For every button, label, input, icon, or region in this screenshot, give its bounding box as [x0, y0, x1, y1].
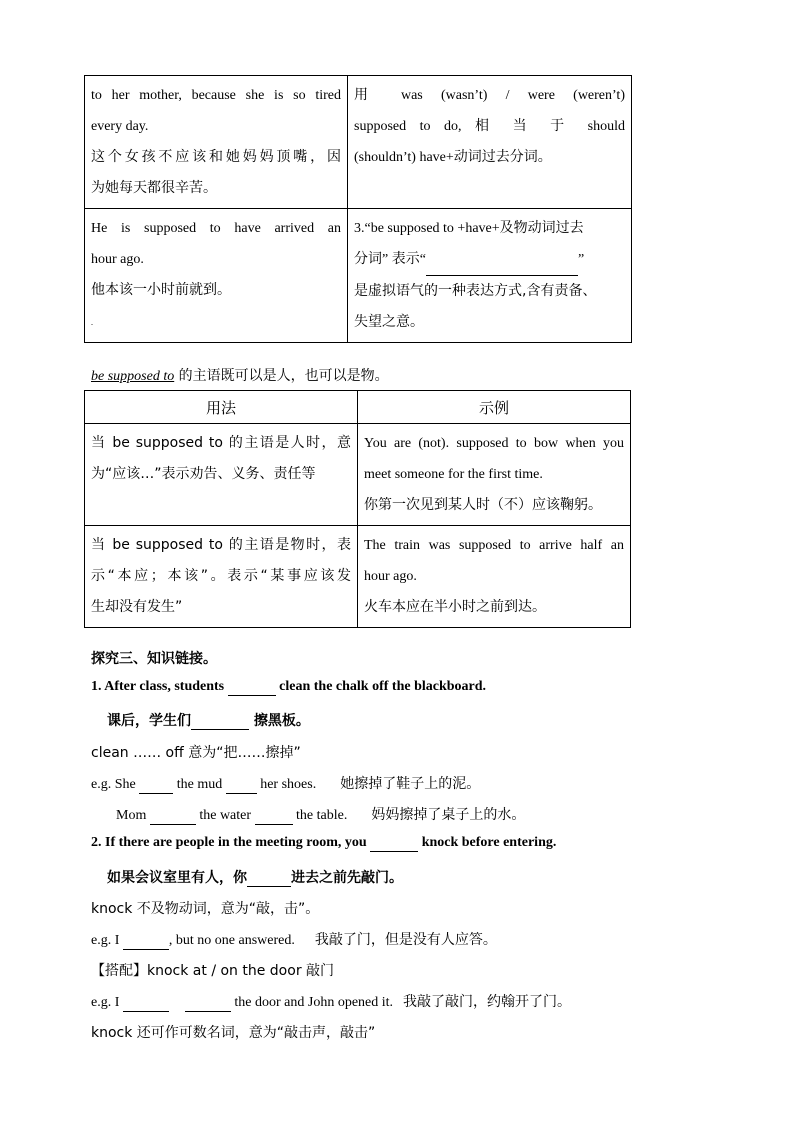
section-title: 探究三、知识链接。: [91, 651, 217, 667]
example-cn-line: 这个女孩不应该和她妈妈顶嘴，因: [91, 149, 341, 165]
question-text: knock before entering.: [418, 835, 557, 850]
example-en-line: You are (not). supposed to bow when you: [364, 436, 624, 451]
example-text: her shoes.: [256, 777, 317, 792]
question-text: 2. If there are people in the meeting room, you: [91, 835, 371, 850]
example-text: the door and John opened it.: [230, 995, 394, 1010]
fill-blank[interactable]: [185, 995, 231, 1012]
example-cn-line: 你第一次见到某人时（不）应该鞠躬。: [364, 497, 602, 513]
fill-blank[interactable]: [426, 244, 578, 276]
example-3: [91, 929, 497, 950]
question-2-translation: [107, 867, 403, 887]
table-cell: [85, 424, 358, 526]
table-cell: [358, 526, 631, 628]
question-2: [91, 835, 556, 852]
table-row: [85, 209, 632, 343]
usage-line: 用 was (wasn’t) / were (weren’t): [354, 88, 625, 103]
example-cn-line: 为她每天都很辛苦。: [91, 180, 217, 196]
example-2: [116, 804, 525, 825]
fill-blank[interactable]: [226, 777, 257, 794]
usage-cn-line: 失望之意。: [354, 314, 424, 330]
underlined-phrase: be supposed to: [91, 369, 175, 384]
example-text: e.g. She: [91, 777, 140, 792]
usage-line: 分词” 表示“: [354, 252, 426, 267]
table-cell: [85, 526, 358, 628]
example-cn-text: 我敲了门，但是没有人应答。: [314, 932, 497, 948]
usage-line: ”: [577, 252, 585, 267]
example-en-line: The train was supposed to arrive half an: [364, 538, 624, 553]
example-text: Mom: [116, 808, 150, 823]
column-header: 示例: [358, 391, 631, 424]
grammar-table-2: [84, 390, 631, 628]
example-en-line: to her mother, because she is so tired: [91, 88, 341, 103]
table-cell: [348, 76, 632, 209]
question-cn-text: 课后，学生们: [107, 713, 191, 729]
usage-line: (shouldn’t) have+动词过去分词。: [354, 150, 552, 165]
question-text: clean the chalk off the blackboard.: [275, 679, 487, 694]
usage-line: 生却没有发生”: [91, 599, 183, 615]
note-knock-noun: knock 还可作可数名词，意为“敲击声，敲击”: [91, 1025, 376, 1041]
question-cn-text: 如果会议室里有人，你: [107, 870, 247, 886]
intro-text: 的主语既可以是人，也可以是物。: [174, 368, 389, 384]
question-cn-text: 擦黑板。: [249, 713, 310, 729]
intro-line: [91, 365, 389, 385]
stray-dot: .: [91, 318, 93, 327]
usage-line: 3.“be supposed to +have+及物动词过去: [354, 221, 584, 236]
fill-blank[interactable]: [150, 808, 196, 825]
example-cn-line: 他本该一小时前就到。: [91, 282, 231, 298]
example-text: the mud: [173, 777, 226, 792]
example-cn-line: 火车本应在半小时之前到达。: [364, 599, 546, 615]
example-4: [91, 991, 571, 1012]
example-cn-text: 我敲了敲门，约翰开了门。: [403, 994, 572, 1010]
example-text: e.g. I: [91, 933, 123, 948]
example-text: the water: [195, 808, 255, 823]
note-clean-off: clean …… off 意为“把……擦掉”: [91, 745, 301, 761]
table-header-row: [85, 391, 631, 424]
question-text: 1. After class, students: [91, 679, 228, 694]
note-knock: knock 不及物动词，意为“敲，击”。: [91, 901, 320, 917]
example-cn-text: 妈妈擦掉了桌子上的水。: [371, 807, 526, 823]
table-cell: [85, 209, 348, 343]
example-text: , but no one answered.: [168, 933, 295, 948]
fill-blank[interactable]: [247, 870, 291, 887]
table-cell: [358, 424, 631, 526]
table-row: [85, 526, 631, 628]
fill-blank[interactable]: [123, 933, 169, 950]
example-en-line: He is supposed to have arrived an: [91, 221, 341, 236]
table-cell: [85, 76, 348, 209]
table-row: [85, 424, 631, 526]
question-1: [91, 679, 486, 696]
usage-line: 示“本应；本该”。表示“某事应该发: [91, 568, 351, 584]
collocation-note: 【搭配】knock at / on the door 敲门: [91, 963, 335, 979]
fill-blank[interactable]: [139, 777, 173, 794]
fill-blank[interactable]: [255, 808, 293, 825]
grammar-table-1: [84, 75, 632, 343]
usage-line: supposed to do, 相 当 于 should: [354, 119, 625, 134]
example-text: the table.: [292, 808, 348, 823]
example-text: e.g. I: [91, 995, 123, 1010]
example-en-line: hour ago.: [364, 569, 417, 584]
column-header: 用法: [85, 391, 358, 424]
fill-blank[interactable]: [191, 713, 249, 730]
example-en-line: every day.: [91, 119, 149, 134]
usage-line: 当 be supposed to 的主语是物时，表: [91, 537, 351, 553]
fill-blank[interactable]: [370, 835, 418, 852]
usage-cn-line: 是虚拟语气的一种表达方式,含有责备、: [354, 283, 597, 299]
example-cn-text: 她擦掉了鞋子上的泥。: [340, 776, 481, 792]
usage-line: 为“应该…”表示劝告、义务、责任等: [91, 466, 316, 482]
usage-line: 当 be supposed to 的主语是人时，意: [91, 435, 351, 451]
question-1-translation: [107, 710, 310, 730]
example-en-line: hour ago.: [91, 252, 144, 267]
example-1: [91, 773, 480, 794]
fill-blank[interactable]: [123, 995, 169, 1012]
table-row: [85, 76, 632, 209]
fill-blank[interactable]: [228, 679, 276, 696]
table-cell: [348, 209, 632, 343]
example-en-line: meet someone for the first time.: [364, 467, 543, 482]
question-cn-text: 进去之前先敲门。: [291, 870, 403, 886]
